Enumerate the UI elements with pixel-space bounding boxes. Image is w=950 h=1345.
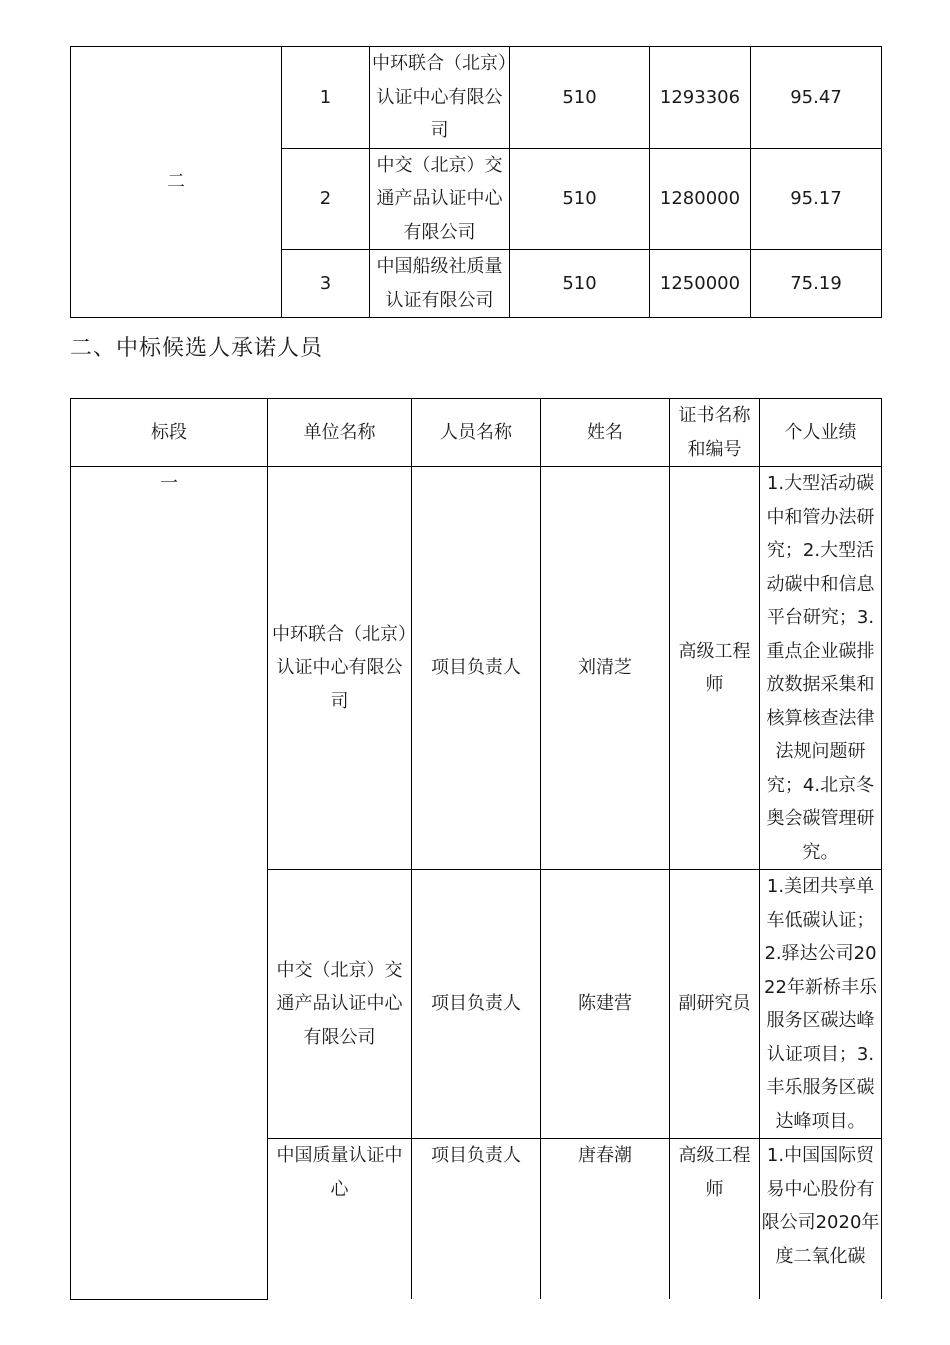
bid-results-table — [70, 46, 882, 318]
score-b-cell: 75.19 — [751, 250, 882, 318]
performance-cell: 1.大型活动碳中和管办法研究；2.大型活动碳中和信息平台研究；3.重点企业碳排放数据采集和核算核查法律法规问题研究；4.北京冬奥会碳管理研究。 — [760, 467, 882, 870]
performance-cell: 1.中国国际贸易中心股份有限公司2020年度二氧化碳 — [760, 1139, 882, 1300]
company-cell: 中环联合（北京）认证中心有限公司 — [370, 47, 510, 149]
score-b-cell: 95.17 — [751, 148, 882, 250]
section-cell: 二 — [71, 47, 282, 318]
committed-staff-table — [70, 398, 882, 1300]
company-cell: 中环联合（北京）认证中心有限公司 — [268, 467, 412, 870]
cert-cell: 副研究员 — [670, 870, 760, 1139]
role-cell: 项目负责人 — [412, 467, 541, 870]
header-row — [71, 399, 882, 467]
role-cell: 项目负责人 — [412, 1139, 541, 1300]
performance-cell: 1.美团共享单车低碳认证；2.驿达公司2022年新桥丰乐服务区碳达峰认证项目；3.丰乐服务区碳达峰项目。 — [760, 870, 882, 1139]
score-a-cell: 510 — [510, 250, 650, 318]
table-row — [71, 467, 882, 870]
company-cell: 中国质量认证中心 — [268, 1139, 412, 1300]
company-cell: 中国船级社质量认证有限公司 — [370, 250, 510, 318]
price-cell: 1250000 — [650, 250, 751, 318]
price-cell: 1293306 — [650, 47, 751, 149]
rank-cell: 1 — [282, 47, 370, 149]
header-company: 单位名称 — [268, 399, 412, 467]
header-section: 标段 — [71, 399, 268, 467]
section-cell: 一 — [71, 467, 268, 1300]
company-cell: 中交（北京）交通产品认证中心有限公司 — [268, 870, 412, 1139]
header-performance: 个人业绩 — [760, 399, 882, 467]
rank-cell: 2 — [282, 148, 370, 250]
role-cell: 项目负责人 — [412, 870, 541, 1139]
score-a-cell: 510 — [510, 47, 650, 149]
header-role: 人员名称 — [412, 399, 541, 467]
cert-cell: 高级工程师 — [670, 1139, 760, 1300]
rank-cell: 3 — [282, 250, 370, 318]
table-row — [71, 47, 882, 149]
name-cell: 唐春潮 — [541, 1139, 670, 1300]
score-a-cell: 510 — [510, 148, 650, 250]
price-cell: 1280000 — [650, 148, 751, 250]
cert-cell: 高级工程师 — [670, 467, 760, 870]
score-b-cell: 95.47 — [751, 47, 882, 149]
header-cert: 证书名称和编号 — [670, 399, 760, 467]
section-heading: 二、中标候选人承诺人员 — [70, 336, 324, 361]
name-cell: 陈建营 — [541, 870, 670, 1139]
name-cell: 刘清芝 — [541, 467, 670, 870]
company-cell: 中交（北京）交通产品认证中心有限公司 — [370, 148, 510, 250]
header-name: 姓名 — [541, 399, 670, 467]
